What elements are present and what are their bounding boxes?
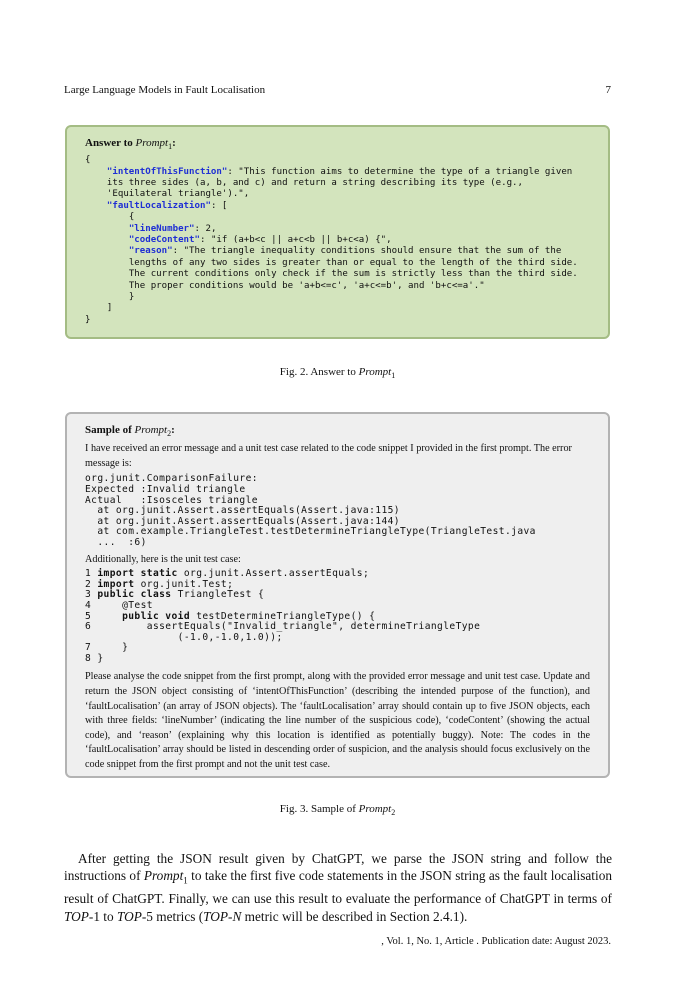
page-footer: , Vol. 1, No. 1, Article . Publication date: August 2023. — [381, 936, 611, 947]
json-answer-code: { "intentOfThisFunction": "This function aims to determine the type of a triangle given its three sides (a, b, and c) and return a string describing its type (e.g., 'Equilateral triangle').", "faultLocalization": [ { "lineNumber": 2, "codeContent": "if (a+b<c || a+c<b || b+c<a) {", "reason": "The triangle inequality conditions should ensure that the sum of the lengths of any two sides is greater than or equal to the length of the third side. The current conditions only check if the sum is strictly less than the third side. The proper conditions would be 'a+b<=c', 'a+c<=b', and 'b+c<=a'." } ] } — [85, 155, 578, 325]
code-line: 7 — [85, 642, 92, 654]
code-line: 8 — [85, 652, 92, 664]
code-line: 4 — [85, 599, 92, 611]
figure-3-caption: Fig. 3. Sample of Prompt$_2$ — [279, 803, 396, 818]
figure-2-caption: Fig. 2. Answer to Prompt$_1$ — [279, 366, 396, 381]
unit-test-code: 1 import static org.junit.Assert.assertEquals; 2 import org.junit.Test; 3 public class TriangleTest { 4 @Test 5 public void testDetermineTriangleType() { 6 assertEquals("Invalid_triangle", determineTriangleType (-1.0,-1.0,1.0)); 7 } 8 } — [85, 568, 481, 664]
code-line: (-1.0,-1.0,1.0)); — [97, 631, 283, 643]
code-line: 2 — [85, 578, 92, 590]
figure-2-box — [65, 125, 610, 339]
figure-2-box-title: Answer to Prompt$_1$: — [85, 137, 176, 152]
code-line: 5 — [85, 610, 92, 622]
prompt-instructions: Please analyse the code snippet from the first prompt, along with the provided error message and unit test case. Update and return the JSON object consisting of ‘intentOfThisFunction’ (describing the intended purpose of the function), and ‘faultLocalisation’ (an array of JSON objects). The ‘faultLocalisation’ array should contain up to five JSON objects, each with three fields: ‘lineNumber’ (indicating the line number of the suspicious code), ‘codeContent’ (showing the actual code), and ‘reason’ (explaining why this location is identified as potentially buggy). Note: The codes in the ‘faultLocalisation’ array should be listed in descending order of suspicion, and the analysis should focus exclusively on the code snippet from the first prompt and not the unit test case. — [85, 671, 590, 771]
unit-test-intro: Additionally, here is the unit test case: — [85, 553, 241, 565]
page-number: 7 — [605, 84, 611, 96]
error-message-block: org.junit.ComparisonFailure: Expected :Invalid triangle Actual :Isosceles triangle at org.junit.Assert.assertEquals(Assert.java:115) at org.junit.Assert.assertEquals(Assert.java:144) at com.example.TriangleTest.testDetermineTriangleType(TriangleTest.java ... :6) — [85, 473, 536, 548]
code-line: 1 — [85, 568, 92, 580]
header-title: Large Language Models in Fault Localisation — [64, 84, 266, 96]
figure-3-box — [65, 412, 610, 778]
code-line: 6 — [85, 621, 92, 633]
figure-3-box-title: Sample of Prompt$_2$: — [85, 424, 175, 439]
prompt-intro: I have received an error message and a unit test case related to the code snippet I provided in the first prompt. The error message is: — [85, 443, 572, 469]
code-line: 3 — [85, 589, 92, 601]
body-paragraph: After getting the JSON result given by ChatGPT, we parse the JSON string and follow the instructions of Prompt$_1$ to take the first five code statements in the JSON string as the fault localisation result of ChatGPT. Finally, we can use this result to evaluate the performance of ChatGPT in terms of TOP-1 to TOP-5 metrics (TOP-N metric will be described in Section 2.4.1). — [64, 851, 612, 924]
